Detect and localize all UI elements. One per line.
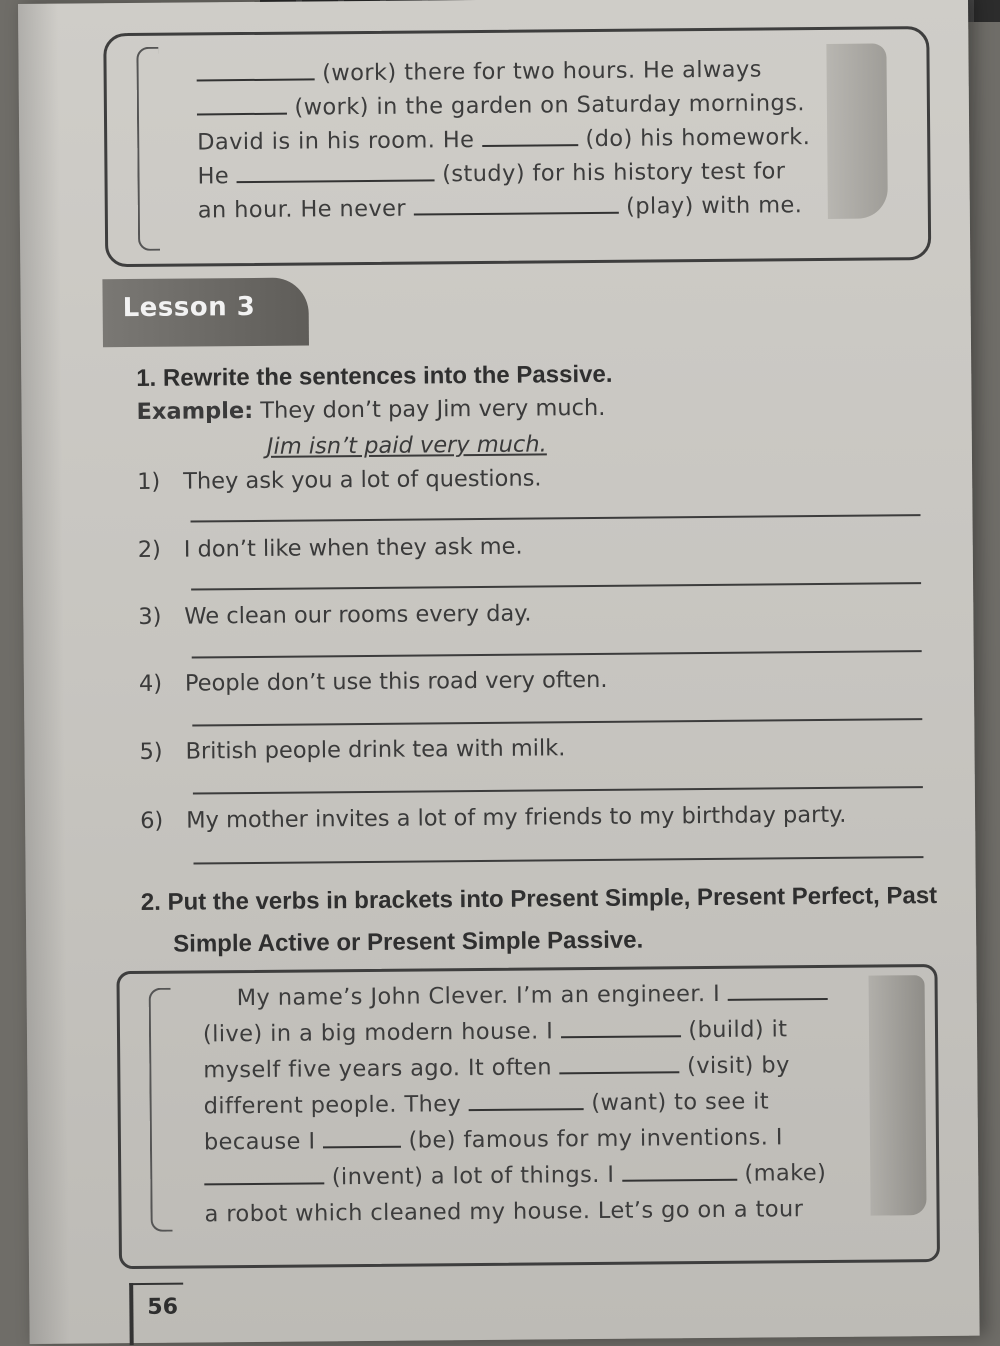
top-line-2: (work) in the garden on Saturday mornings.	[197, 86, 810, 125]
example-sentence: Example: They don’t pay Jim very much.	[136, 394, 606, 425]
top-line-3: David is in his room. He (do) his homework.	[197, 124, 811, 156]
spine-shadow	[18, 4, 70, 1344]
bottom-exercise-text	[203, 975, 830, 1232]
blank-field[interactable]	[204, 1164, 324, 1185]
blank-field[interactable]	[197, 95, 287, 116]
blank-field[interactable]	[728, 980, 828, 1001]
left-brace-decoration	[149, 988, 173, 1232]
bottom-line-7: a robot which cleaned my house. Let’s go on a tour	[204, 1196, 804, 1228]
bottom-line-4: different people. They (want) to see it	[203, 1088, 770, 1120]
blank-field[interactable]	[237, 161, 435, 183]
bottom-line-1: My name’s John Clever. I’m an engineer. I	[203, 975, 828, 1016]
bottom-line-3: myself five years ago. It often (visit) by	[203, 1052, 790, 1084]
top-line-1: (work) there for two hours. He always	[196, 52, 809, 91]
top-line-5: an hour. He never (play) with me.	[197, 192, 803, 224]
page-number-box	[129, 1283, 184, 1345]
task1-item-4: 4) People don’t use this road very often.	[138, 666, 608, 697]
task1-item-6: 6) My mother invites a lot of my friends to my birthday party.	[140, 801, 847, 834]
box-scroll-tab	[826, 43, 888, 219]
answer-line-3[interactable]	[192, 650, 922, 658]
task1-item-2: 2) I don’t like when they ask me.	[137, 533, 523, 563]
bottom-line-6: (invent) a lot of things. I (make)	[204, 1155, 829, 1196]
bottom-line-2: (live) in a big modern house. I (build) it	[202, 1016, 788, 1048]
blank-field[interactable]	[482, 126, 578, 147]
answer-line-1[interactable]	[191, 514, 921, 522]
task1-item-5: 5) British people drink tea with milk.	[139, 735, 566, 765]
example-answer: Jim isn’t paid very much.	[266, 431, 547, 460]
answer-line-4[interactable]	[192, 718, 922, 726]
blank-field[interactable]	[559, 1053, 679, 1074]
top-exercise-text	[196, 52, 810, 227]
task1-item-1: 1) They ask you a lot of questions.	[137, 465, 542, 495]
page-number: 56	[147, 1294, 179, 1320]
lesson-title: Lesson 3	[122, 291, 256, 324]
task2-title-line-2: Simple Active or Present Simple Passive.	[173, 926, 644, 958]
left-brace-decoration	[136, 47, 160, 251]
blank-field[interactable]	[561, 1017, 681, 1038]
box-scroll-tab	[869, 975, 927, 1215]
workbook-page	[18, 0, 980, 1344]
blank-field[interactable]	[197, 60, 315, 81]
answer-line-6[interactable]	[193, 856, 923, 864]
task1-item-3: 3) We clean our rooms every day.	[138, 600, 532, 630]
top-line-4: He (study) for his history test for	[197, 158, 786, 190]
lesson-header-tab	[102, 277, 309, 347]
blank-field[interactable]	[469, 1090, 584, 1111]
blank-field[interactable]	[323, 1128, 401, 1149]
blank-field[interactable]	[622, 1161, 737, 1182]
answer-line-2[interactable]	[191, 582, 921, 590]
task1-title: 1. Rewrite the sentences into the Passive.	[136, 360, 613, 392]
answer-line-5[interactable]	[193, 786, 923, 794]
bottom-line-5: because I (be) famous for my inventions. I	[203, 1124, 783, 1156]
blank-field[interactable]	[413, 194, 618, 216]
task2-title-line-1: 2. Put the verbs in brackets into Present Simple, Present Perfect, Past	[140, 882, 938, 916]
